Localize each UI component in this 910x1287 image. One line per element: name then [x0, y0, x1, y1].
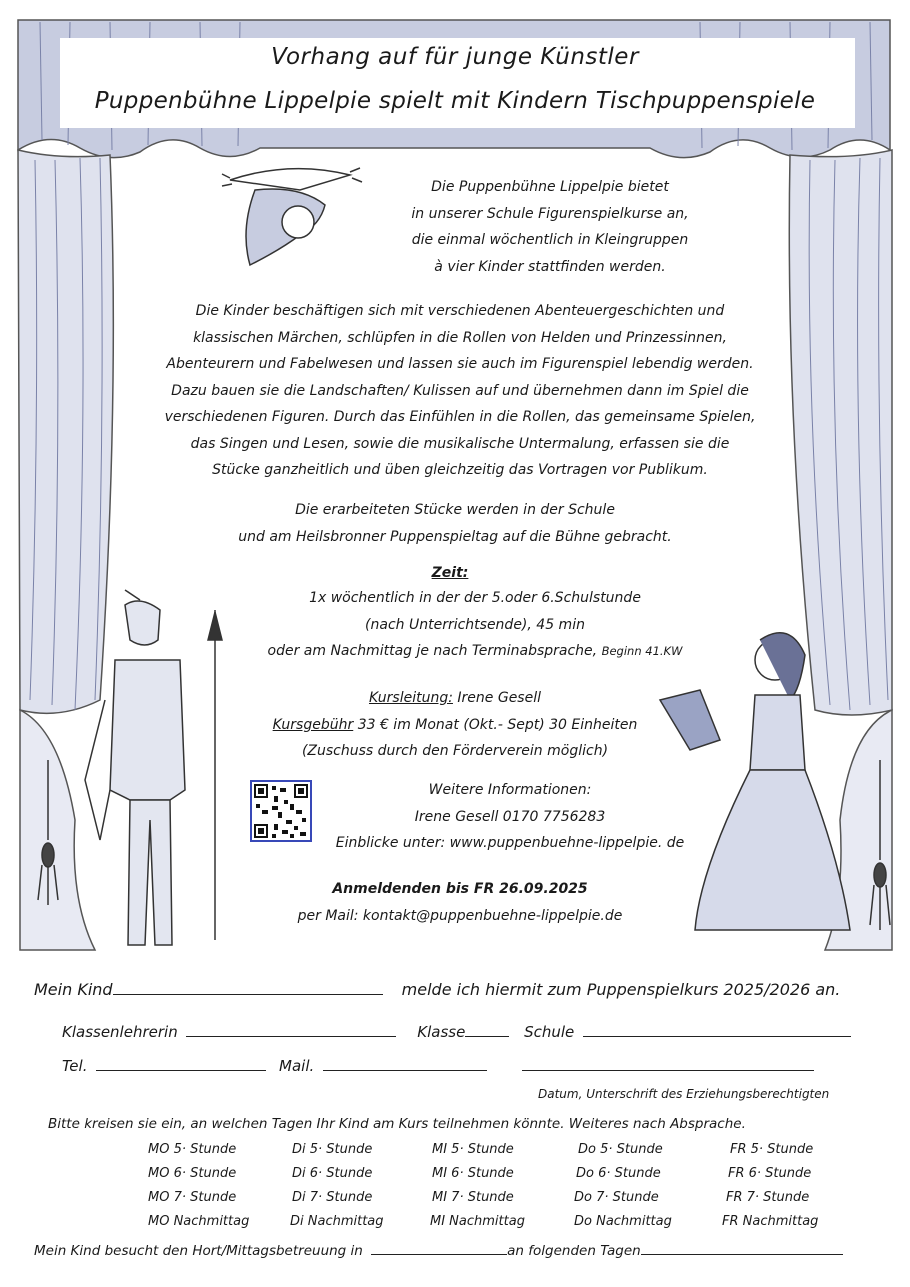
info-website[interactable]: Einblicke unter: www.puppenbuehne-lippelpie. de — [335, 835, 685, 851]
zeit-line3: oder am Nachmittag je nach Terminabsprache, — [267, 643, 598, 659]
course-details — [230, 685, 680, 765]
day-option[interactable]: Di Nachmittag — [290, 1214, 384, 1229]
body-line: Die erarbeiteten Stücke werden in der Schule — [295, 502, 615, 518]
title-line-1: Vorhang auf für junge Künstler — [271, 44, 639, 70]
day-option[interactable]: MO 5· Stunde — [148, 1142, 237, 1157]
days-row — [140, 1166, 860, 1190]
cat-puppet-drawing — [222, 168, 362, 265]
form-contact-row — [62, 1056, 814, 1075]
body-line: klassischen Märchen, schlüpfen in die Rollen von Helden und Prinzessinnen, — [193, 329, 727, 346]
day-option[interactable]: Di 7· Stunde — [292, 1190, 373, 1205]
hort-location-field[interactable] — [371, 1240, 507, 1255]
body-line: und am Heilsbronner Puppenspieltag auf die Bühne gebracht. — [238, 528, 672, 545]
days-row — [140, 1142, 860, 1166]
day-option[interactable]: Do 6· Stunde — [576, 1166, 661, 1181]
zeit-heading: Zeit: — [431, 565, 469, 581]
day-option[interactable]: MI 7· Stunde — [432, 1190, 514, 1205]
kind-label: Mein Kind — [34, 980, 113, 999]
registration-deadline: Anmeldenden bis FR 26.09.2025 — [332, 881, 588, 897]
intro-line: in unserer Schule Figurenspielkurse an, — [411, 205, 689, 222]
zeit-line — [200, 638, 750, 665]
description-paragraph — [120, 298, 800, 484]
day-option[interactable]: Do 7· Stunde — [574, 1190, 659, 1205]
fee-text: 33 € im Monat (Okt.- Sept) 30 Einheiten — [357, 716, 638, 733]
intro-line: Die Puppenbühne Lippelpie bietet — [431, 179, 669, 195]
left-curtain-lower — [20, 710, 95, 950]
form-school-row — [62, 1022, 851, 1041]
day-option[interactable]: Di 6· Stunde — [292, 1166, 373, 1181]
course-lead-line — [230, 685, 680, 712]
days-row — [140, 1190, 860, 1214]
school-field[interactable] — [583, 1022, 851, 1037]
hort-middle: an folgenden Tagen — [507, 1243, 641, 1259]
day-option[interactable]: MI 5· Stunde — [432, 1142, 514, 1157]
kind-suffix: melde ich hiermit zum Puppenspielkurs 2025/2026 an. — [401, 980, 841, 999]
tel-field[interactable] — [96, 1056, 266, 1071]
day-option[interactable]: Do Nachmittag — [574, 1214, 672, 1229]
mail-label: Mail. — [279, 1057, 315, 1075]
child-name-field[interactable] — [113, 980, 383, 995]
body-line: Abenteurern und Fabelwesen und lassen sie auch im Figurenspiel lebendig werden. — [166, 356, 754, 372]
info-contact: Irene Gesell 0170 7756283 — [414, 808, 606, 825]
class-field[interactable] — [465, 1022, 509, 1037]
teacher-label: Klassenlehrerin — [62, 1023, 178, 1041]
course-lead-label: Kursleitung: — [368, 690, 453, 706]
day-option[interactable]: Do 5· Stunde — [578, 1142, 663, 1157]
body-line: das Singen und Lesen, sowie die musikalische Untermalung, erfassen sie die — [190, 435, 730, 452]
intro-line: die einmal wöchentlich in Kleingruppen — [411, 232, 689, 248]
registration-info — [250, 876, 670, 929]
info-heading: Weitere Informationen: — [428, 782, 592, 798]
intro-paragraph — [360, 174, 740, 280]
title-line-2: Puppenbühne Lippelpie spielt mit Kindern Tischpuppenspiele — [94, 88, 816, 114]
intro-line: à vier Kinder stattfinden werden. — [434, 258, 666, 275]
signature-field[interactable] — [522, 1056, 814, 1071]
days-grid — [140, 1142, 860, 1238]
signature-caption: Datum, Unterschrift des Erziehungsberechtigten — [538, 1087, 830, 1101]
start-week: Beginn 41.KW — [601, 644, 683, 658]
class-label: Klasse — [417, 1023, 466, 1041]
mail-field[interactable] — [323, 1056, 487, 1071]
day-option[interactable]: MI 6· Stunde — [432, 1166, 514, 1181]
body-line: verschiedenen Figuren. Durch das Einfühlen in die Rollen, das gemeinsame Spielen, — [164, 409, 756, 425]
body-line: Stücke ganzheitlich und üben gleichzeitig das Vortragen vor Publikum. — [212, 462, 708, 478]
day-option[interactable]: MO 6· Stunde — [148, 1166, 237, 1181]
day-option[interactable]: Di 5· Stunde — [292, 1142, 373, 1157]
subsidy-line: (Zuschuss durch den Förderverein möglich) — [301, 743, 609, 759]
day-option[interactable]: MO Nachmittag — [148, 1214, 250, 1229]
day-option[interactable]: FR 7· Stunde — [726, 1190, 810, 1205]
school-label: Schule — [524, 1023, 575, 1041]
day-option[interactable]: MI Nachmittag — [430, 1214, 525, 1229]
hort-prefix: Mein Kind besucht den Hort/Mittagsbetreuung in — [34, 1243, 363, 1259]
zeit-details — [200, 585, 750, 665]
body-line: Dazu bauen sie die Landschaften/ Kulissen auf und übernehmen dann im Spiel die — [171, 382, 749, 399]
day-option[interactable]: MO 7· Stunde — [148, 1190, 237, 1205]
contact-info — [300, 777, 720, 857]
tel-label: Tel. — [62, 1057, 88, 1075]
right-curtain — [789, 150, 892, 715]
teacher-field[interactable] — [186, 1022, 396, 1037]
day-option[interactable]: FR 6· Stunde — [728, 1166, 812, 1181]
fee-label: Kursgebühr — [272, 716, 354, 733]
zeit-line: (nach Unterrichtsende), 45 min — [365, 616, 585, 633]
fee-line — [230, 712, 680, 739]
registration-mail[interactable]: per Mail: kontakt@puppenbuehne-lippelpie.de — [297, 907, 623, 924]
day-option[interactable]: FR Nachmittag — [722, 1214, 819, 1229]
zeit-line: 1x wöchentlich in der der 5.oder 6.Schulstunde — [309, 590, 641, 606]
course-lead-name: Irene Gesell — [457, 690, 541, 706]
hort-row — [34, 1240, 843, 1259]
day-option[interactable]: FR 5· Stunde — [730, 1142, 814, 1157]
body-line: Die Kinder beschäftigen sich mit verschiedenen Abenteuergeschichten und — [195, 303, 725, 319]
days-instruction: Bitte kreisen sie ein, an welchen Tagen Ihr Kind am Kurs teilnehmen könnte. Weiteres nach Absprache. — [48, 1116, 746, 1132]
hort-days-field[interactable] — [641, 1240, 843, 1255]
form-kind-row — [34, 980, 840, 999]
days-row — [140, 1214, 860, 1238]
performance-paragraph — [150, 497, 760, 550]
